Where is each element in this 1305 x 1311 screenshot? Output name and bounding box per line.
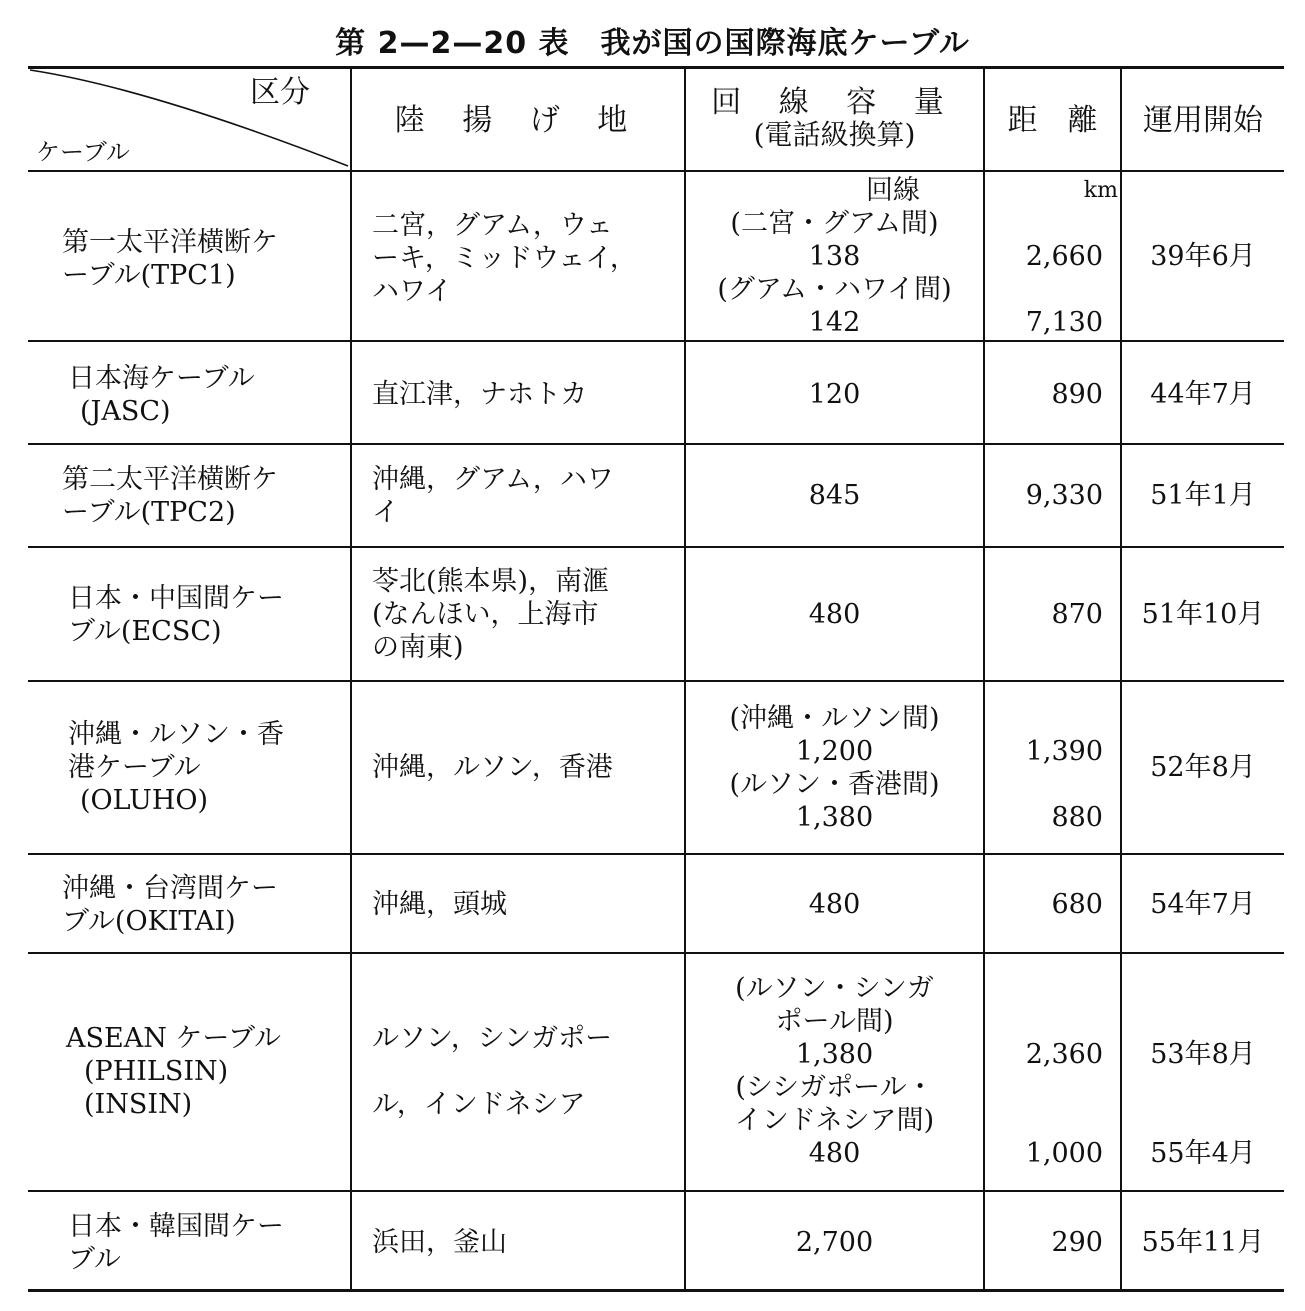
capacity: (二宮・グアム間) (730, 208, 939, 239)
distance: 1,390 (1025, 736, 1103, 767)
capacity: (ルソン・シンガ (735, 973, 934, 1004)
distance: 880 (1051, 802, 1103, 833)
capacity: 1,200 (795, 736, 874, 767)
distance: 890 (1051, 379, 1103, 410)
capacity: 480 (808, 599, 861, 630)
header-capacity-2: (電話級換算) (753, 118, 916, 151)
header-distance: 距 離 (1007, 103, 1098, 138)
landing-site: ーキ，ミッドウェイ， (372, 243, 637, 274)
capacity: 1,380 (795, 1039, 874, 1070)
header-corner-bottom: ケーブル (36, 138, 130, 166)
cable-name: 第一太平洋横断ケ (62, 227, 278, 258)
unit-capacity: 回線 (866, 175, 920, 206)
capacity: 120 (808, 379, 861, 410)
distance: 680 (1051, 889, 1103, 920)
distance: 9,330 (1025, 480, 1103, 511)
landing-site: 浜田，釜山 (372, 1227, 507, 1258)
rule-row (28, 546, 1284, 548)
landing-site: ルソン，シンガポー (372, 1023, 613, 1054)
landing-site: 沖縄，ルソン，香港 (372, 752, 613, 783)
landing-site: (なんほい，上海市 (372, 599, 599, 630)
landing-site: 苓北(熊本県)，南滙 (372, 566, 610, 597)
capacity: 2,700 (795, 1227, 874, 1258)
start-date: 39年6月 (1150, 241, 1256, 272)
cable-name: (INSIN) (84, 1089, 193, 1120)
landing-site: ハワイ (372, 276, 453, 307)
landing-site: イ (372, 497, 399, 528)
rule-row (28, 340, 1284, 342)
rule-bottom (28, 1289, 1284, 1292)
rule-row (28, 680, 1284, 682)
cable-name: 沖縄・台湾間ケー (62, 873, 278, 904)
cable-name: ブル(OKITAI) (62, 906, 236, 937)
capacity: (沖縄・ルソン間) (729, 703, 940, 734)
header-landing: 陸 揚 げ 地 (394, 103, 642, 138)
cable-name: 日本海ケーブル (68, 363, 255, 394)
unit-distance: km (1083, 178, 1118, 203)
header-start: 運用開始 (1143, 103, 1263, 138)
cable-name: ーブル(TPC1) (62, 260, 236, 291)
capacity: (グアム・ハワイ間) (717, 274, 952, 305)
distance: 7,130 (1025, 307, 1103, 338)
cable-name: (JASC) (80, 396, 171, 427)
start-date: 51年1月 (1150, 480, 1256, 511)
capacity: ポール間) (775, 1006, 894, 1037)
capacity: 845 (808, 480, 861, 511)
cable-name: (PHILSIN) (84, 1056, 229, 1087)
landing-site: 直江津，ナホトカ (372, 379, 588, 410)
capacity: インドネシア間) (734, 1105, 935, 1136)
distance: 870 (1051, 599, 1103, 630)
start-date: 55年4月 (1150, 1138, 1256, 1169)
start-date: 54年7月 (1150, 889, 1256, 920)
cable-name: ASEAN ケーブル (66, 1023, 281, 1054)
start-date: 53年8月 (1150, 1039, 1256, 1070)
rule-header (28, 170, 1284, 172)
start-date: 52年8月 (1150, 752, 1256, 783)
capacity: 480 (808, 889, 861, 920)
cable-name: 日本・中国間ケー (68, 583, 284, 614)
landing-site: 沖縄，頭城 (372, 889, 507, 920)
capacity: 138 (808, 241, 861, 272)
distance: 1,000 (1025, 1138, 1103, 1169)
header-corner-top: 区分 (250, 75, 310, 110)
distance: 2,360 (1025, 1039, 1103, 1070)
header-capacity-1: 回 線 容 量 (711, 85, 958, 120)
rule-row (28, 952, 1284, 954)
cable-name: (OLUHO) (80, 785, 209, 816)
landing-site: の南東) (372, 632, 464, 663)
capacity: 480 (808, 1138, 861, 1169)
capacity: 1,380 (795, 802, 874, 833)
landing-site: 二宮，グアム，ウェ (372, 210, 613, 241)
rule-row (28, 443, 1284, 445)
rule-row (28, 853, 1284, 855)
rule-row (28, 1190, 1284, 1192)
capacity: (シシガポール・ (735, 1072, 934, 1103)
capacity: 142 (808, 307, 861, 338)
cable-name: ブル(ECSC) (68, 616, 222, 647)
distance: 2,660 (1025, 241, 1103, 272)
table-title: 第 2—2—20 表 我が国の国際海底ケーブル (335, 26, 970, 61)
cable-name: 港ケーブル (68, 752, 201, 783)
cable-name: ーブル(TPC2) (62, 497, 236, 528)
start-date: 51年10月 (1141, 599, 1265, 630)
start-date: 55年11月 (1141, 1227, 1265, 1258)
cable-name: ブル (68, 1244, 121, 1275)
landing-site: ル，インドネシア (372, 1089, 586, 1120)
capacity: (ルソン・香港間) (729, 769, 940, 800)
cable-name: 第二太平洋横断ケ (62, 464, 278, 495)
cable-name: 沖縄・ルソン・香 (68, 719, 284, 750)
distance: 290 (1051, 1227, 1103, 1258)
col-divider (350, 68, 352, 1290)
landing-site: 沖縄，グアム，ハワ (372, 464, 614, 495)
start-date: 44年7月 (1150, 379, 1256, 410)
cable-name: 日本・韓国間ケー (68, 1211, 284, 1242)
